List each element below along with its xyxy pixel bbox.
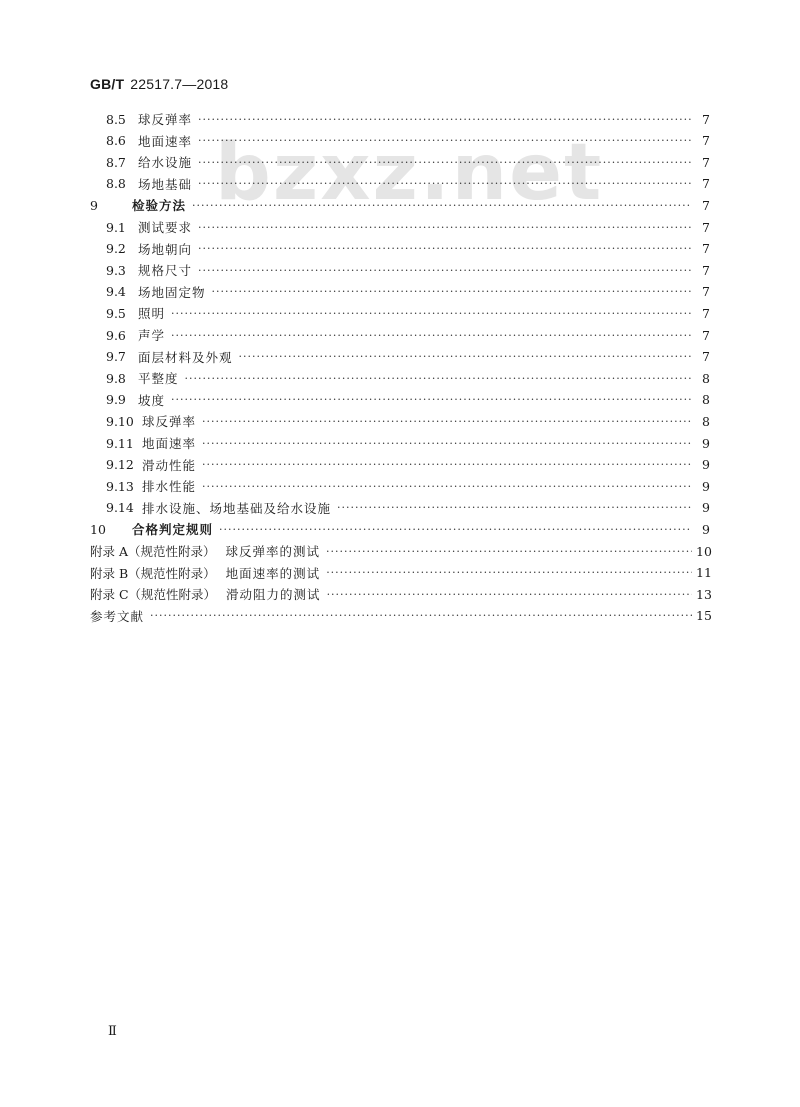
toc-leader-dots — [171, 307, 692, 320]
toc-entry-title: 球反弹率的测试 — [225, 544, 321, 559]
toc-leader-dots — [219, 523, 692, 536]
toc-entry-number: 8.7 — [106, 154, 126, 170]
toc-leader-dots — [198, 134, 692, 147]
toc-leader-dots — [202, 458, 692, 471]
toc-leader-dots — [171, 393, 692, 406]
toc-entry[interactable] — [106, 347, 710, 367]
toc-entry-number: 9.12 — [106, 457, 134, 473]
toc-entry[interactable] — [106, 131, 710, 151]
toc-entry-title: 合格判定规则 — [132, 522, 214, 538]
toc-entry[interactable] — [106, 325, 710, 345]
toc-entry-title: 滑动阻力的测试 — [226, 587, 321, 603]
toc-entry[interactable] — [106, 282, 710, 302]
toc-entry-title: 场地基础 — [138, 176, 193, 192]
toc-entry-title: 照明 — [138, 306, 166, 322]
toc-entry[interactable] — [106, 476, 710, 496]
toc-entry[interactable] — [106, 174, 710, 194]
toc-leader-dots — [198, 156, 692, 169]
toc-leader-dots — [198, 221, 692, 234]
toc-entry-title: 场地固定物 — [138, 284, 206, 300]
toc-entry[interactable] — [106, 239, 710, 259]
toc-entry-page: 9 — [702, 521, 710, 537]
toc-entry-page: 7 — [702, 111, 710, 127]
toc-entry[interactable] — [106, 152, 710, 172]
toc-entry-title: 面层材料及外观 — [138, 349, 233, 365]
toc-entry-title: 规格尺寸 — [138, 263, 193, 279]
toc-entry[interactable] — [90, 606, 710, 626]
toc-leader-dots — [337, 501, 692, 514]
toc-entry-title: 检验方法 — [132, 198, 187, 214]
toc-leader-dots — [171, 329, 692, 342]
toc-entry[interactable] — [106, 109, 710, 129]
toc-leader-dots — [327, 588, 692, 601]
toc-entry-page: 8 — [702, 392, 710, 408]
toc-entry[interactable] — [106, 433, 710, 453]
standard-number: 22517.7—2018 — [130, 76, 229, 92]
toc-entry-title: 测试要求 — [138, 220, 193, 235]
toc-entry-title: 球反弹率 — [138, 112, 193, 127]
toc-entry-number: 10 — [90, 521, 106, 537]
toc-entry-page: 9 — [702, 435, 710, 451]
toc-entry-number: 8.8 — [106, 176, 126, 192]
toc-entry-number: 8.5 — [106, 111, 126, 127]
toc-entry-number: 9.13 — [106, 478, 134, 494]
toc-entry-page: 7 — [702, 349, 710, 365]
toc-entry-number: 9.1 — [106, 219, 126, 235]
toc-entry-title: 地面速率的测试 — [225, 565, 321, 581]
toc-entry-number: 9.6 — [106, 327, 126, 343]
toc-entry-number: 9.11 — [106, 435, 134, 451]
toc-entry[interactable] — [106, 368, 710, 388]
toc-entry-number: 9.7 — [106, 349, 126, 365]
toc-entry-page: 7 — [702, 305, 710, 321]
toc-entry[interactable] — [106, 303, 710, 323]
toc-entry-title: 滑动性能 — [142, 457, 197, 473]
toc-entry[interactable] — [90, 563, 710, 583]
toc-entry-title: 坡度 — [138, 392, 166, 408]
toc-leader-dots — [198, 242, 692, 255]
toc-entry-title: 给水设施 — [138, 155, 193, 171]
toc-entry-page: 9 — [702, 457, 710, 473]
toc-entry-title: 场地朝向 — [138, 241, 193, 257]
toc-leader-dots — [212, 285, 692, 298]
toc-entry-number: 附录 B（规范性附录） — [90, 565, 216, 581]
toc-entry-page: 7 — [702, 219, 710, 235]
toc-leader-dots — [326, 545, 692, 558]
toc-entry-number: 9.4 — [106, 284, 126, 300]
toc-entry-page: 15 — [696, 608, 712, 624]
toc-entry-title: 地面速率 — [138, 133, 193, 149]
toc-entry-number: 9.8 — [106, 370, 126, 386]
toc-entry-title: 排水性能 — [142, 479, 197, 495]
toc-entry-page: 9 — [702, 500, 710, 516]
toc-entry-page: 11 — [696, 565, 712, 581]
toc-leader-dots — [326, 566, 692, 579]
toc-leader-dots — [198, 177, 692, 190]
toc-entry[interactable] — [106, 260, 710, 280]
toc-entry-page: 7 — [702, 262, 710, 278]
toc-entry[interactable] — [90, 541, 710, 561]
toc-entry-number: 9 — [90, 197, 98, 213]
toc-entry[interactable] — [90, 195, 710, 215]
toc-entry-page: 7 — [702, 241, 710, 257]
toc-entry-page: 9 — [702, 478, 710, 494]
toc-entry-number: 9.14 — [106, 500, 134, 516]
toc-entry-page: 7 — [702, 176, 710, 192]
toc-entry[interactable] — [106, 455, 710, 475]
standard-code: GB/T — [90, 76, 125, 92]
toc-leader-dots — [239, 350, 692, 363]
toc-entry-page: 7 — [702, 133, 710, 149]
toc-leader-dots — [202, 480, 692, 493]
toc-entry-number: 9.2 — [106, 241, 126, 257]
toc-entry-number: 9.3 — [106, 262, 126, 278]
toc-leader-dots — [198, 113, 692, 126]
watermark: bzxz.net — [215, 128, 604, 218]
toc-entry-number: 附录 A（规范性附录） — [90, 544, 216, 559]
toc-entry[interactable] — [106, 217, 710, 237]
toc-entry[interactable] — [106, 390, 710, 410]
toc-leader-dots — [150, 609, 692, 622]
toc-entry-page: 13 — [696, 586, 712, 602]
toc-leader-dots — [202, 437, 692, 450]
toc-entry-title: 声学 — [138, 328, 166, 343]
toc-entry-page: 8 — [702, 370, 710, 386]
toc-entry-page: 7 — [702, 154, 710, 170]
toc-entry-title: 参考文献 — [90, 608, 145, 624]
standard-header — [90, 76, 228, 92]
toc-entry-number: 8.6 — [106, 133, 126, 149]
toc-leader-dots — [202, 415, 692, 428]
toc-entry-number: 附录 C（规范性附录） — [90, 587, 217, 603]
toc-entry-title: 球反弹率 — [142, 414, 197, 430]
toc-entry-number: 9.9 — [106, 392, 126, 408]
toc-entry-title: 平整度 — [138, 371, 179, 387]
toc-leader-dots — [192, 199, 692, 212]
toc-entry-number: 9.10 — [106, 413, 134, 429]
toc-leader-dots — [185, 372, 692, 385]
toc-entry[interactable] — [106, 411, 710, 431]
toc-entry[interactable] — [106, 498, 710, 518]
page-number: Ⅱ — [108, 1024, 117, 1039]
toc-entry-title: 排水设施、场地基础及给水设施 — [142, 500, 332, 516]
toc-entry-page: 7 — [702, 284, 710, 300]
toc-entry-number: 9.5 — [106, 305, 126, 321]
toc-leader-dots — [198, 264, 692, 277]
toc-entry-page: 7 — [702, 197, 710, 213]
toc-entry-title: 地面速率 — [142, 436, 197, 451]
toc-entry[interactable] — [90, 584, 710, 604]
toc-entry-page: 8 — [702, 413, 710, 429]
toc-entry-page: 7 — [702, 327, 710, 343]
toc-entry[interactable] — [90, 519, 710, 539]
toc-entry-page: 10 — [696, 543, 712, 559]
